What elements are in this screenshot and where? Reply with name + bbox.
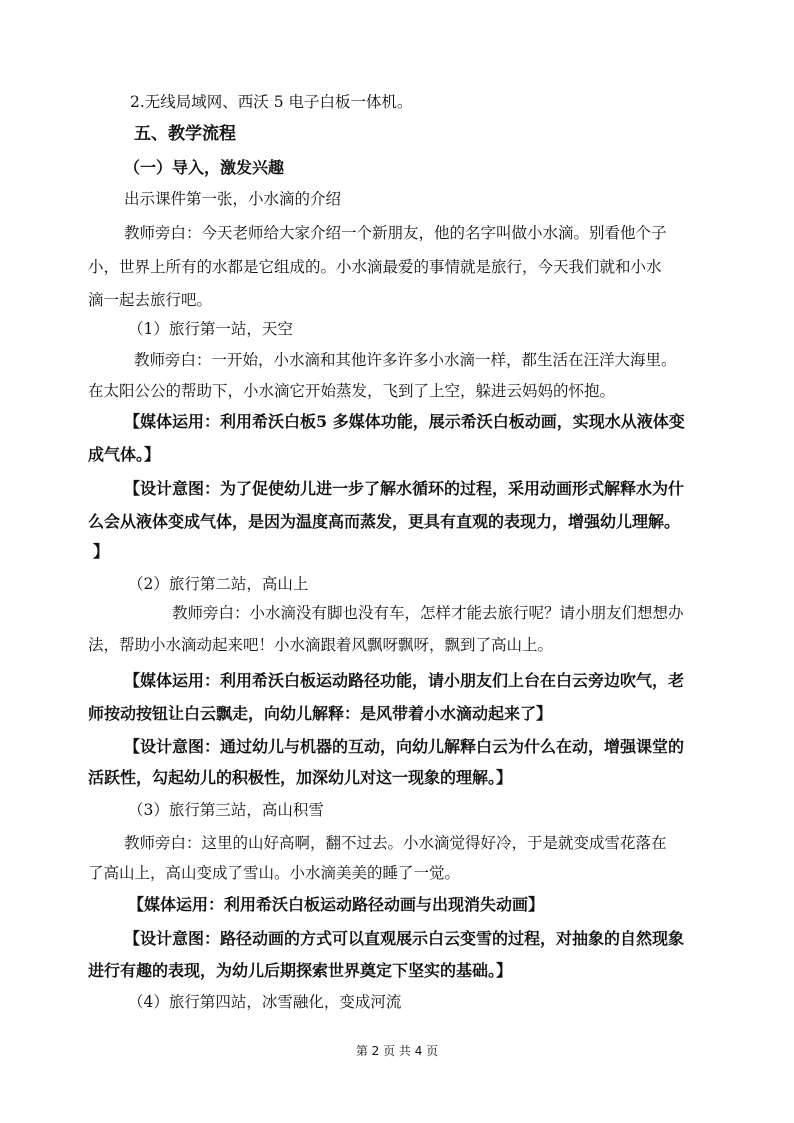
station-heading: （1）旅行第一站，天空: [128, 320, 293, 338]
station-heading: （2）旅行第二站，高山上: [128, 575, 309, 593]
paragraph-line: 法，帮助小水滴动起来吧！小水滴跟着风飘呀飘呀，飘到了高山上。: [88, 636, 554, 654]
station-heading: （4）旅行第四站，冰雪融化，变成河流: [128, 993, 402, 1011]
paragraph-line: 在太阳公公的帮助下，小水滴它开始蒸发，飞到了上空，躲进云妈妈的怀抱。: [88, 382, 616, 400]
design-intent: 活跃性，勾起幼儿的积极性，加深幼儿对这一现象的理解。】: [88, 768, 513, 787]
media-note: 【媒体运用：利用希沃白板运动路径功能，请小朋友们上台在白云旁边吹气，老: [124, 671, 685, 690]
design-intent: 进行有趣的表现，为幼儿后期探索世界奠定下坚实的基础。】: [88, 961, 513, 980]
paragraph-line: 教师旁白：这里的山好高啊，翻不过去。小水滴觉得好冷，于是就变成雪花落在: [124, 834, 667, 852]
paragraph-line: 教师旁白：今天老师给大家介绍一个新朋友，他的名字叫做小水滴。别看他个子: [124, 224, 667, 242]
station-heading: （3）旅行第三站，高山积雪: [128, 801, 324, 819]
media-note: 成气体。】: [88, 445, 161, 464]
design-intent: 【设计意图：通过幼儿与机器的互动，向幼儿解释白云为什么在动，增强课堂的: [124, 737, 685, 756]
media-note: 师按动按钮让白云飘走，向幼儿解释：是风带着小水滴动起来了】: [88, 704, 553, 723]
paragraph-line: 教师旁白：小水滴没有脚也没有车，怎样才能去旅行呢？请小朋友们想想办: [172, 604, 684, 622]
design-intent: 【设计意图：路径动画的方式可以直观展示白云变雪的过程，对抽象的自然现象: [124, 929, 685, 948]
paragraph-line: 小，世界上所有的水都是它组成的。小水滴最爱的事情就是旅行，今天我们就和小水: [88, 258, 662, 276]
paragraph-line: 教师旁白：一开始，小水滴和其他许多许多小水滴一样，都生活在汪洋大海里。: [134, 351, 677, 369]
media-note: 【媒体运用：利用希沃白板运动路径动画与出现消失动画】: [128, 895, 545, 914]
design-intent: 】: [93, 542, 110, 561]
media-note: 【媒体运用：利用希沃白板5 多媒体功能，展示希沃白板动画，实现水从液体变: [124, 412, 685, 431]
paragraph-line: 了高山上，高山变成了雪山。小水滴美美的睡了一觉。: [88, 864, 461, 882]
subsection-heading: （一）导入，激发兴趣: [124, 158, 285, 177]
paragraph-line: 滴一起去旅行吧。: [88, 291, 213, 309]
design-intent: 【设计意图：为了促使幼儿进一步了解水循环的过程，采用动画形式解释水为什: [124, 479, 685, 498]
equipment-item: 2.无线局域网、西沃 5 电子白板一体机。: [130, 93, 413, 111]
paragraph-line: 出示课件第一张，小水滴的介绍: [124, 190, 342, 208]
section-heading: 五、教学流程: [134, 124, 236, 144]
design-intent: 么会从液体变成气体，是因为温度高而蒸发，更具有直观的表现力，增强幼儿理解。: [88, 512, 681, 531]
page-footer: 第 2 页 共 4 页: [355, 1044, 439, 1058]
